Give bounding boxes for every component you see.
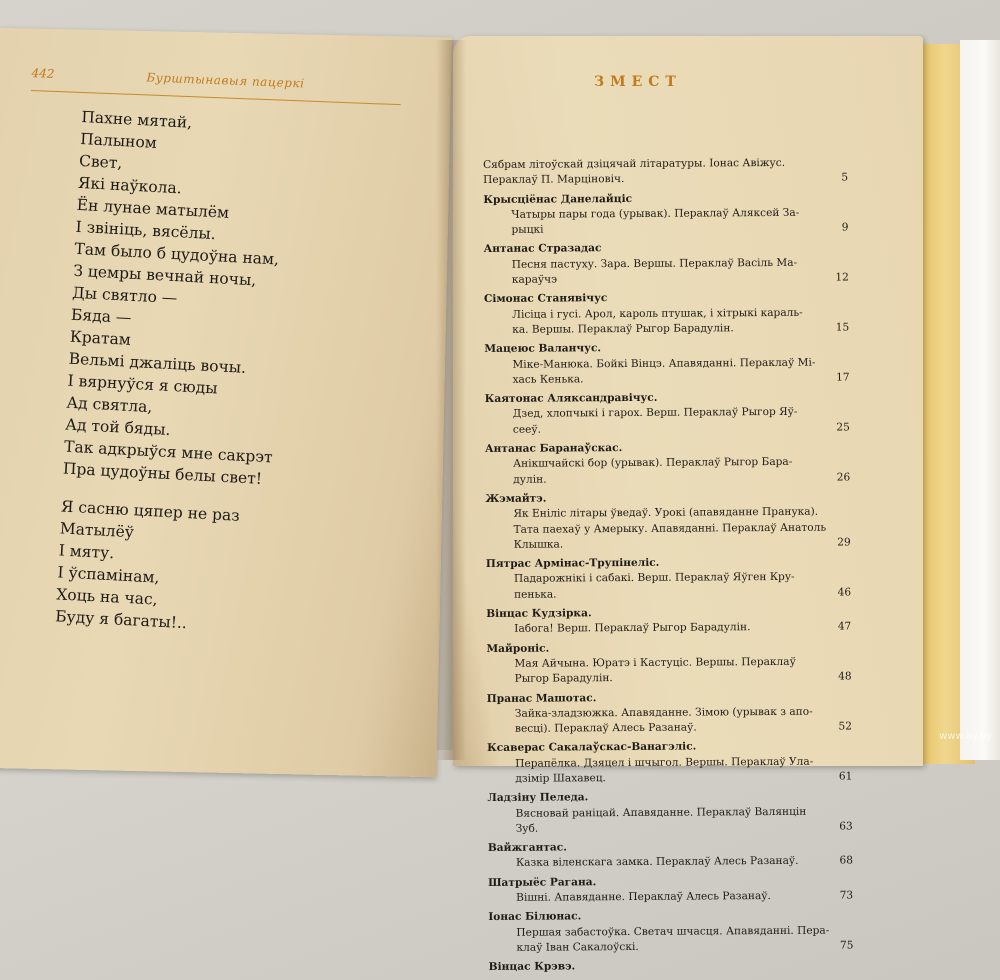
- toc-entry: [487, 739, 852, 787]
- poem-line: Хоць на час,: [55, 585, 159, 609]
- toc-page-number: 61: [838, 770, 853, 783]
- toc-work-line: Клышка.: [513, 538, 564, 551]
- toc-entry: [484, 290, 849, 338]
- toc-page-number: 29: [837, 536, 851, 549]
- toc-work-line: ка. Вершы. Пераклаў Рыгор Барадулін.: [512, 322, 734, 336]
- poem-line: Там было б цудоўна нам,: [74, 239, 280, 269]
- toc-work-line: пенька.: [514, 588, 557, 601]
- toc-work-line: Тата паехаў у Амерыку. Апавяданні. Пераклаў Анатоль: [513, 521, 827, 536]
- toc-entry: [485, 439, 850, 487]
- toc-entry: [483, 155, 848, 188]
- table-of-contents: [483, 155, 854, 979]
- toc-work-line: Пераклаў П. Марціновіч.: [483, 173, 625, 187]
- toc-work-line: Перапёлка. Дзяцел і шчыгол. Вершы. Пераклаў Ула-: [515, 755, 814, 770]
- toc-author: Антанас Баранаўскас.: [484, 442, 623, 456]
- toc-entry: [486, 555, 851, 603]
- toc-author: Каятонас Аляксандравічус.: [484, 391, 658, 406]
- toc-author: Пранас Машотас.: [486, 691, 597, 705]
- toc-entry: [485, 390, 850, 438]
- running-title: Бурштынавыя пацеркі: [146, 70, 305, 91]
- toc-work-line: Казка віленскага замка. Пераклаў Алесь Разанаў.: [515, 855, 799, 870]
- toc-author: Шатрыёс Рагана.: [488, 875, 597, 889]
- toc-entry: [483, 190, 848, 238]
- toc-author: Ксаверас Сакалаўскас-Ванагэліс.: [487, 740, 697, 755]
- poem-line: І ўспамінам,: [57, 563, 160, 587]
- book-cover-edge: [960, 40, 1000, 760]
- toc-entry: [484, 340, 849, 388]
- toc-work-line: Зуб.: [515, 822, 539, 835]
- toc-author: Жэмайтэ.: [485, 492, 547, 505]
- toc-work-line: Вясновай раніцай. Апавяданне. Пераклаў Валянцін: [515, 805, 807, 820]
- toc-author: Вінцас Кудзірка.: [486, 607, 592, 621]
- toc-page-number: 25: [836, 421, 850, 434]
- toc-page-number: 5: [841, 171, 849, 184]
- toc-work-line: Зайка-зладзюжка. Апавяданне. Зімою (урывак з апо-: [514, 705, 813, 720]
- toc-work-line: Сябрам літоўскай дзіцячай літаратуры. Іонас Авіжус.: [483, 156, 786, 171]
- toc-author: Пятрас Армінас-Трупінеліс.: [485, 556, 660, 571]
- toc-work-line: дзімір Шахавец.: [515, 772, 606, 785]
- toc-work-line: Іабога! Верш. Пераклаў Рыгор Барадулін.: [514, 621, 751, 636]
- poem: [55, 106, 412, 645]
- toc-entry: [488, 908, 853, 956]
- poem-line: Ён лунае матылём: [76, 195, 230, 222]
- toc-work-line: дулін.: [513, 473, 547, 486]
- toc-entry: [486, 604, 851, 637]
- toc-work-line: Анікшчайскі бор (урывак). Пераклаў Рыгор Бара-: [513, 456, 793, 471]
- toc-entry: [488, 839, 853, 872]
- poem-line: Палыном: [79, 129, 158, 152]
- toc-author: Мацеюс Валанчус.: [484, 342, 602, 356]
- toc-work-line: Вішні. Апавяданне. Пераклаў Алесь Разанаў.: [516, 890, 771, 904]
- toc-page-number: 63: [839, 820, 853, 833]
- toc-page-number: 73: [839, 889, 854, 902]
- poem-line: Так адкрыўся мне сакрэт: [63, 437, 274, 467]
- poem-line: Свет,: [78, 151, 123, 173]
- page-number: 442: [31, 65, 55, 81]
- toc-work-line: Першая забастоўка. Светач шчасця. Апавяданні. Пера-: [516, 924, 830, 939]
- toc-page-number: 17: [836, 371, 850, 384]
- toc-entry: [488, 873, 853, 906]
- poem-line: І мяту.: [58, 541, 115, 563]
- toc-page-number: 26: [836, 471, 851, 484]
- toc-author: Вінцас Крэвэ.: [488, 960, 576, 974]
- toc-author: Майроніс.: [486, 642, 550, 655]
- toc-author: Крысціёнас Данелайціс: [483, 192, 633, 206]
- poem-line: З цемры вечнай ночы,: [72, 261, 257, 290]
- toc-work-line: Дзед, хлопчыкі і гарох. Верш. Пераклаў Рыгор Яў-: [512, 406, 798, 421]
- toc-work-line: Чатыры пары года (урывак). Пераклаў Аляксей За-: [511, 206, 800, 221]
- book-gutter: [436, 40, 466, 760]
- toc-author: Вайжгантас.: [487, 841, 567, 855]
- poem-line: Бяда —: [70, 305, 132, 327]
- toc-work-line: Песня пастуху. Зара. Вершы. Пераклаў Васіль Ма-: [511, 256, 798, 271]
- toc-page-number: 47: [837, 620, 852, 633]
- poem-line: Ад святла,: [65, 393, 153, 417]
- toc-entry: [487, 689, 852, 737]
- toc-entry: [489, 958, 854, 976]
- toc-page-number: 12: [835, 271, 849, 284]
- toc-page-number: 46: [837, 586, 852, 599]
- poem-line: Пахне мятай,: [80, 107, 193, 132]
- toc-author: Сімонас Станявічус: [483, 292, 608, 306]
- poem-line: Матылёў: [59, 519, 135, 542]
- poem-line: Які наўкола.: [77, 173, 183, 198]
- poem-line: Кратам: [69, 327, 132, 349]
- toc-work-line: Як Еніліс літары ўведаў. Урокі (апавяданне Пранука).: [513, 505, 819, 521]
- toc-page-number: 9: [841, 221, 849, 234]
- toc-author: Ладзіну Пеледа.: [487, 791, 589, 805]
- poem-line: Пра цудоўны белы свет!: [62, 459, 263, 488]
- poem-line: Буду я багаты!..: [54, 607, 188, 633]
- toc-entry: [485, 489, 850, 553]
- toc-work-line: караўчэ: [511, 273, 558, 286]
- toc-page-number: 68: [839, 854, 853, 867]
- poem-line: І вярнуўся я сюды: [67, 371, 219, 398]
- toc-author: Іонас Білюнас.: [488, 910, 582, 924]
- toc-entry: [487, 789, 852, 837]
- poem-line: Ад той бяды.: [64, 415, 171, 440]
- toc-work-line: сееў.: [512, 423, 542, 436]
- toc-page-number: 52: [838, 720, 853, 733]
- toc-work-line: весці). Пераклаў Алесь Разанаў.: [514, 721, 697, 735]
- toc-work-line: клаў Іван Сакалоўскі.: [516, 940, 639, 954]
- toc-work-line: Лісіца і гусі. Арол, кароль птушак, і хітрыкі караль-: [512, 306, 803, 321]
- toc-page-number: 15: [835, 321, 850, 334]
- toc-work-line: Мая Айчына. Юратэ і Кастуціс. Вершы. Пераклаў: [514, 655, 796, 670]
- toc-page-number: 48: [838, 670, 852, 683]
- toc-entry: [484, 240, 849, 288]
- toc-work-line: рыцкі: [511, 223, 544, 236]
- toc-work-line: хась Кенька.: [512, 373, 584, 386]
- toc-work-line: Падарожнікі і сабакі. Верш. Пераклаў Яўген Кру-: [513, 571, 795, 586]
- toc-page-number: 75: [839, 939, 854, 952]
- toc-work-line: Рыгор Барадулін.: [514, 672, 613, 685]
- toc-work-line: Міке-Манюка. Бойкі Вінцэ. Апавяданні. Пераклаў Мі-: [512, 356, 816, 371]
- poem-line: Вельмі джаліць вочы.: [68, 349, 247, 377]
- toc-entry: [486, 639, 851, 687]
- poem-line: Ды святло —: [71, 283, 178, 308]
- poem-line: І звініць, вясёлы.: [75, 217, 217, 244]
- watermark: www.ay.by: [939, 731, 992, 742]
- toc-title: ЗМЕСТ: [594, 74, 682, 90]
- poem-line: Я сасню цяпер не раз: [60, 497, 241, 525]
- toc-author: Антанас Стразадас: [483, 242, 602, 256]
